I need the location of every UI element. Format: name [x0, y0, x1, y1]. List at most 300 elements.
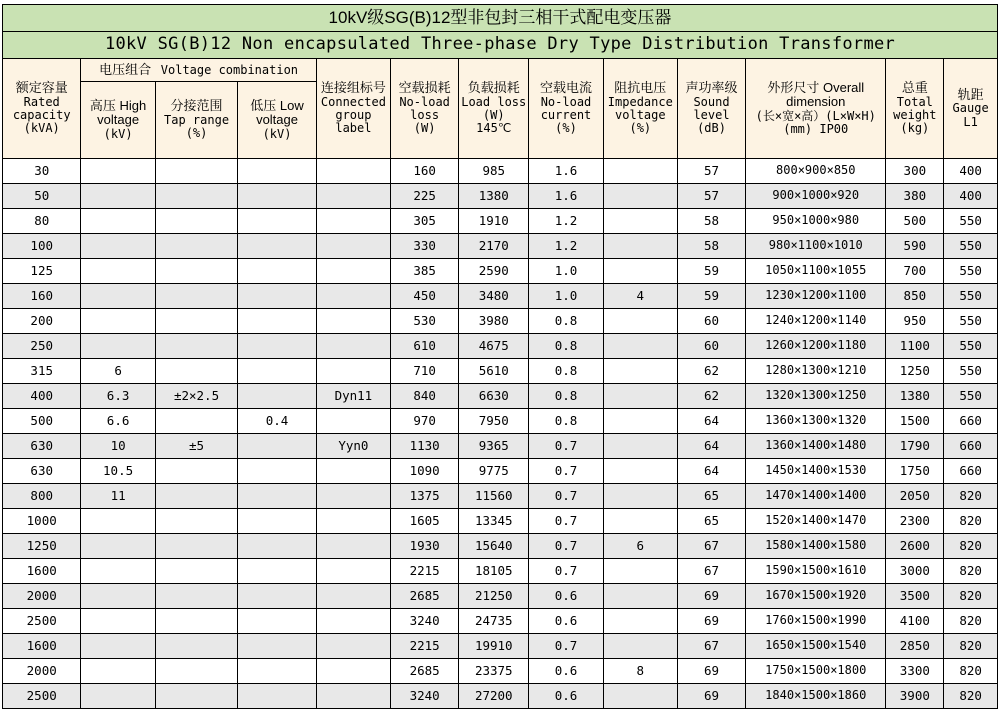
cell-sound-level: 62 — [677, 359, 745, 384]
cell-gauge: 550 — [944, 259, 998, 284]
cell-impedance-voltage — [603, 209, 677, 234]
cell-overall-dimension: 1360×1400×1480 — [746, 434, 886, 459]
cell-high-voltage — [81, 634, 155, 659]
header-tap-range-en: Tap range — [164, 112, 230, 127]
cell-group-label — [316, 634, 390, 659]
cell-rated-capacity: 630 — [3, 434, 81, 459]
cell-low-voltage — [238, 659, 316, 684]
header-no-load-loss-en: No-load loss — [399, 94, 450, 123]
cell-low-voltage — [238, 284, 316, 309]
cell-no-load-loss: 2685 — [391, 659, 459, 684]
table-row — [3, 209, 998, 234]
cell-gauge: 550 — [944, 284, 998, 309]
cell-high-voltage — [81, 209, 155, 234]
cell-impedance-voltage — [603, 309, 677, 334]
cell-sound-level: 67 — [677, 534, 745, 559]
cell-sound-level: 65 — [677, 509, 745, 534]
cell-sound-level: 64 — [677, 459, 745, 484]
header-load-loss-cn: 负载损耗 — [467, 80, 520, 96]
header-load-loss-unit: 145℃ — [476, 121, 512, 136]
cell-low-voltage — [238, 509, 316, 534]
table-row — [3, 484, 998, 509]
header-voltage-combination-cn: 电压组合 — [99, 61, 152, 77]
cell-no-load-current: 0.8 — [529, 359, 603, 384]
cell-overall-dimension: 1650×1500×1540 — [746, 634, 886, 659]
cell-overall-dimension: 1320×1300×1250 — [746, 384, 886, 409]
cell-group-label — [316, 459, 390, 484]
cell-no-load-current: 0.7 — [529, 634, 603, 659]
cell-gauge: 550 — [944, 384, 998, 409]
cell-high-voltage — [81, 684, 155, 709]
cell-no-load-loss: 225 — [391, 184, 459, 209]
cell-group-label — [316, 234, 390, 259]
header-group-label-cn: 连接组标号 — [320, 80, 386, 96]
table-row — [3, 184, 998, 209]
cell-no-load-current: 0.7 — [529, 434, 603, 459]
header-tap-range-cn: 分接范围 — [170, 98, 223, 114]
cell-no-load-current: 0.8 — [529, 384, 603, 409]
cell-rated-capacity: 125 — [3, 259, 81, 284]
header-overall-dimension — [746, 59, 886, 159]
cell-impedance-voltage — [603, 509, 677, 534]
cell-low-voltage — [238, 584, 316, 609]
cell-impedance-voltage — [603, 409, 677, 434]
cell-overall-dimension: 980×1100×1010 — [746, 234, 886, 259]
cell-total-weight: 4100 — [886, 609, 944, 634]
cell-load-loss: 21250 — [459, 584, 529, 609]
cell-rated-capacity: 1250 — [3, 534, 81, 559]
cell-no-load-current: 0.8 — [529, 309, 603, 334]
cell-low-voltage — [238, 184, 316, 209]
header-no-load-current — [529, 59, 603, 159]
cell-total-weight: 2600 — [886, 534, 944, 559]
header-high-voltage-cn: 高压 High voltage — [89, 97, 147, 128]
transformer-spec-table — [2, 4, 998, 709]
cell-load-loss: 23375 — [459, 659, 529, 684]
cell-tap-range — [155, 334, 238, 359]
header-group-label-en: Connected group label — [320, 94, 386, 136]
cell-high-voltage — [81, 659, 155, 684]
cell-tap-range — [155, 509, 238, 534]
cell-no-load-loss: 1130 — [391, 434, 459, 459]
cell-impedance-voltage — [603, 359, 677, 384]
cell-total-weight: 1500 — [886, 409, 944, 434]
cell-gauge: 820 — [944, 559, 998, 584]
cell-no-load-loss: 970 — [391, 409, 459, 434]
cell-high-voltage: 11 — [81, 484, 155, 509]
table-row — [3, 309, 998, 334]
header-gauge-cn: 轨距 — [957, 86, 984, 102]
cell-overall-dimension: 1450×1400×1530 — [746, 459, 886, 484]
cell-sound-level: 65 — [677, 484, 745, 509]
cell-no-load-current: 0.7 — [529, 559, 603, 584]
cell-gauge: 660 — [944, 409, 998, 434]
cell-no-load-loss: 1930 — [391, 534, 459, 559]
cell-overall-dimension: 1050×1100×1055 — [746, 259, 886, 284]
cell-low-voltage: 0.4 — [238, 409, 316, 434]
cell-rated-capacity: 250 — [3, 334, 81, 359]
cell-sound-level: 64 — [677, 434, 745, 459]
table-row — [3, 584, 998, 609]
cell-rated-capacity: 500 — [3, 409, 81, 434]
cell-no-load-current: 0.7 — [529, 459, 603, 484]
cell-no-load-loss: 1375 — [391, 484, 459, 509]
cell-gauge: 660 — [944, 434, 998, 459]
table-row — [3, 559, 998, 584]
cell-tap-range — [155, 609, 238, 634]
cell-total-weight: 1750 — [886, 459, 944, 484]
cell-high-voltage: 6.6 — [81, 409, 155, 434]
cell-impedance-voltage — [603, 259, 677, 284]
cell-total-weight: 500 — [886, 209, 944, 234]
cell-impedance-voltage — [603, 459, 677, 484]
cell-no-load-current: 0.7 — [529, 509, 603, 534]
cell-low-voltage — [238, 559, 316, 584]
cell-tap-range — [155, 359, 238, 384]
cell-no-load-loss: 1605 — [391, 509, 459, 534]
table-row — [3, 509, 998, 534]
cell-low-voltage — [238, 384, 316, 409]
cell-impedance-voltage — [603, 584, 677, 609]
cell-load-loss: 15640 — [459, 534, 529, 559]
cell-overall-dimension: 1280×1300×1210 — [746, 359, 886, 384]
cell-high-voltage — [81, 559, 155, 584]
cell-no-load-current: 0.8 — [529, 334, 603, 359]
cell-gauge: 820 — [944, 684, 998, 709]
cell-no-load-current: 0.7 — [529, 534, 603, 559]
cell-gauge: 550 — [944, 234, 998, 259]
header-sound-level-unit: (dB) — [697, 121, 726, 136]
cell-overall-dimension: 1750×1500×1800 — [746, 659, 886, 684]
cell-total-weight: 3000 — [886, 559, 944, 584]
cell-gauge: 820 — [944, 609, 998, 634]
cell-impedance-voltage — [603, 159, 677, 184]
cell-gauge: 660 — [944, 459, 998, 484]
header-no-load-loss-unit: (W) — [413, 121, 436, 136]
header-no-load-current-en: No-load current — [540, 94, 592, 123]
cell-group-label — [316, 159, 390, 184]
table-row — [3, 684, 998, 709]
table-body — [3, 159, 998, 709]
header-tap-range — [155, 82, 238, 159]
cell-no-load-current: 1.2 — [529, 234, 603, 259]
cell-group-label — [316, 584, 390, 609]
cell-tap-range: ±2×2.5 — [155, 384, 238, 409]
cell-impedance-voltage — [603, 684, 677, 709]
header-sound-level-en: Sound level — [693, 94, 730, 123]
cell-rated-capacity: 630 — [3, 459, 81, 484]
header-high-voltage-unit: (kV) — [103, 126, 133, 141]
cell-no-load-loss: 3240 — [391, 684, 459, 709]
cell-high-voltage — [81, 534, 155, 559]
cell-load-loss: 27200 — [459, 684, 529, 709]
cell-impedance-voltage — [603, 384, 677, 409]
header-impedance-voltage — [603, 59, 677, 159]
cell-low-voltage — [238, 334, 316, 359]
cell-total-weight: 850 — [886, 284, 944, 309]
cell-rated-capacity: 1600 — [3, 559, 81, 584]
cell-no-load-loss: 710 — [391, 359, 459, 384]
cell-load-loss: 6630 — [459, 384, 529, 409]
table-row — [3, 284, 998, 309]
cell-gauge: 400 — [944, 159, 998, 184]
title-cn: 10kV级SG(B)12型非包封三相干式配电变压器 — [3, 5, 998, 32]
header-gauge — [944, 59, 998, 159]
header-gauge-en: Gauge — [952, 101, 989, 116]
header-low-voltage-cn: 低压 Low voltage — [250, 97, 304, 128]
header-no-load-current-cn: 空载电流 — [539, 80, 592, 96]
cell-no-load-current: 1.6 — [529, 184, 603, 209]
cell-load-loss: 3480 — [459, 284, 529, 309]
cell-sound-level: 69 — [677, 684, 745, 709]
cell-gauge: 550 — [944, 359, 998, 384]
cell-rated-capacity: 315 — [3, 359, 81, 384]
cell-rated-capacity: 2500 — [3, 684, 81, 709]
cell-group-label — [316, 659, 390, 684]
header-impedance-voltage-en: Impedance voltage — [607, 94, 673, 123]
header-gauge-unit: L1 — [963, 114, 978, 129]
cell-group-label: Yyn0 — [316, 434, 390, 459]
header-sound-level-cn: 声功率级 — [685, 80, 738, 96]
cell-high-voltage — [81, 184, 155, 209]
cell-total-weight: 950 — [886, 309, 944, 334]
header-impedance-voltage-cn: 阻抗电压 — [614, 80, 667, 96]
cell-rated-capacity: 2000 — [3, 659, 81, 684]
header-total-weight-cn: 总重 — [901, 80, 928, 96]
cell-group-label — [316, 409, 390, 434]
cell-load-loss: 9775 — [459, 459, 529, 484]
cell-rated-capacity: 200 — [3, 309, 81, 334]
header-low-voltage-unit: (kV) — [262, 126, 292, 141]
cell-no-load-loss: 305 — [391, 209, 459, 234]
cell-impedance-voltage — [603, 334, 677, 359]
header-overall-dimension-cn: 外形尺寸 Overall dimension — [767, 79, 865, 110]
cell-group-label — [316, 359, 390, 384]
table-row — [3, 334, 998, 359]
cell-rated-capacity: 2000 — [3, 584, 81, 609]
header-sound-level — [677, 59, 745, 159]
cell-load-loss: 3980 — [459, 309, 529, 334]
title-en: 10kV SG(B)12 Non encapsulated Three-phase Dry Type Distribution Transformer — [3, 32, 998, 59]
header-overall-dimension-en: (长×宽×高）(L×W×H)(mm) IP00 — [755, 108, 876, 137]
cell-sound-level: 62 — [677, 384, 745, 409]
cell-high-voltage: 10 — [81, 434, 155, 459]
cell-tap-range — [155, 409, 238, 434]
cell-impedance-voltage — [603, 234, 677, 259]
cell-high-voltage — [81, 334, 155, 359]
cell-tap-range — [155, 459, 238, 484]
cell-low-voltage — [238, 309, 316, 334]
cell-group-label — [316, 609, 390, 634]
cell-group-label — [316, 309, 390, 334]
table-row — [3, 359, 998, 384]
cell-total-weight: 380 — [886, 184, 944, 209]
cell-load-loss: 2590 — [459, 259, 529, 284]
cell-no-load-loss: 1090 — [391, 459, 459, 484]
cell-rated-capacity: 100 — [3, 234, 81, 259]
cell-no-load-current: 1.6 — [529, 159, 603, 184]
cell-load-loss: 13345 — [459, 509, 529, 534]
cell-overall-dimension: 1840×1500×1860 — [746, 684, 886, 709]
cell-low-voltage — [238, 634, 316, 659]
header-no-load-loss — [391, 59, 459, 159]
cell-tap-range — [155, 634, 238, 659]
cell-load-loss: 11560 — [459, 484, 529, 509]
cell-total-weight: 3300 — [886, 659, 944, 684]
cell-high-voltage — [81, 509, 155, 534]
header-total-weight — [886, 59, 944, 159]
cell-total-weight: 1250 — [886, 359, 944, 384]
cell-total-weight: 2300 — [886, 509, 944, 534]
cell-total-weight: 2050 — [886, 484, 944, 509]
cell-low-voltage — [238, 359, 316, 384]
cell-sound-level: 69 — [677, 609, 745, 634]
cell-load-loss: 1380 — [459, 184, 529, 209]
cell-impedance-voltage — [603, 609, 677, 634]
cell-impedance-voltage — [603, 559, 677, 584]
cell-group-label: Dyn11 — [316, 384, 390, 409]
cell-rated-capacity: 1600 — [3, 634, 81, 659]
cell-high-voltage: 6.3 — [81, 384, 155, 409]
cell-load-loss: 19910 — [459, 634, 529, 659]
cell-tap-range — [155, 684, 238, 709]
cell-load-loss: 9365 — [459, 434, 529, 459]
cell-rated-capacity: 80 — [3, 209, 81, 234]
cell-group-label — [316, 184, 390, 209]
cell-sound-level: 64 — [677, 409, 745, 434]
cell-rated-capacity: 50 — [3, 184, 81, 209]
header-high-voltage — [81, 82, 155, 159]
cell-high-voltage — [81, 234, 155, 259]
cell-group-label — [316, 284, 390, 309]
cell-rated-capacity: 800 — [3, 484, 81, 509]
cell-rated-capacity: 160 — [3, 284, 81, 309]
cell-total-weight: 1790 — [886, 434, 944, 459]
cell-load-loss: 7950 — [459, 409, 529, 434]
cell-load-loss: 4675 — [459, 334, 529, 359]
cell-tap-range — [155, 309, 238, 334]
cell-group-label — [316, 684, 390, 709]
cell-high-voltage — [81, 609, 155, 634]
cell-tap-range — [155, 184, 238, 209]
cell-no-load-loss: 450 — [391, 284, 459, 309]
cell-total-weight: 1100 — [886, 334, 944, 359]
cell-total-weight: 700 — [886, 259, 944, 284]
cell-tap-range — [155, 284, 238, 309]
header-total-weight-en: Total weight — [893, 94, 937, 123]
cell-group-label — [316, 509, 390, 534]
cell-sound-level: 57 — [677, 184, 745, 209]
cell-rated-capacity: 30 — [3, 159, 81, 184]
cell-gauge: 820 — [944, 534, 998, 559]
cell-load-loss: 985 — [459, 159, 529, 184]
cell-overall-dimension: 1470×1400×1400 — [746, 484, 886, 509]
header-tap-range-unit: (%) — [185, 126, 208, 141]
cell-rated-capacity: 2500 — [3, 609, 81, 634]
table-row — [3, 534, 998, 559]
cell-load-loss: 2170 — [459, 234, 529, 259]
cell-low-voltage — [238, 434, 316, 459]
cell-load-loss: 18105 — [459, 559, 529, 584]
cell-low-voltage — [238, 484, 316, 509]
cell-gauge: 820 — [944, 659, 998, 684]
cell-sound-level: 58 — [677, 209, 745, 234]
cell-no-load-loss: 610 — [391, 334, 459, 359]
cell-overall-dimension: 1360×1300×1320 — [746, 409, 886, 434]
cell-sound-level: 67 — [677, 559, 745, 584]
cell-gauge: 550 — [944, 209, 998, 234]
cell-group-label — [316, 259, 390, 284]
cell-gauge: 550 — [944, 309, 998, 334]
cell-overall-dimension: 1240×1200×1140 — [746, 309, 886, 334]
cell-load-loss: 1910 — [459, 209, 529, 234]
cell-sound-level: 59 — [677, 284, 745, 309]
cell-tap-range — [155, 534, 238, 559]
cell-high-voltage — [81, 284, 155, 309]
cell-overall-dimension: 900×1000×920 — [746, 184, 886, 209]
cell-high-voltage: 10.5 — [81, 459, 155, 484]
cell-overall-dimension: 1260×1200×1180 — [746, 334, 886, 359]
cell-load-loss: 5610 — [459, 359, 529, 384]
cell-sound-level: 59 — [677, 259, 745, 284]
cell-low-voltage — [238, 684, 316, 709]
header-rated-capacity-unit: (kVA) — [23, 121, 60, 136]
header-impedance-voltage-unit: (%) — [629, 121, 652, 136]
cell-gauge: 400 — [944, 184, 998, 209]
cell-low-voltage — [238, 234, 316, 259]
cell-overall-dimension: 950×1000×980 — [746, 209, 886, 234]
header-voltage-combination — [81, 59, 316, 82]
header-no-load-loss-cn: 空载损耗 — [398, 80, 451, 96]
cell-group-label — [316, 534, 390, 559]
cell-sound-level: 67 — [677, 634, 745, 659]
cell-total-weight: 590 — [886, 234, 944, 259]
cell-gauge: 820 — [944, 484, 998, 509]
cell-group-label — [316, 484, 390, 509]
cell-no-load-current: 1.0 — [529, 259, 603, 284]
cell-low-voltage — [238, 534, 316, 559]
cell-impedance-voltage: 8 — [603, 659, 677, 684]
cell-no-load-loss: 3240 — [391, 609, 459, 634]
cell-total-weight: 300 — [886, 159, 944, 184]
cell-low-voltage — [238, 459, 316, 484]
cell-overall-dimension: 1760×1500×1990 — [746, 609, 886, 634]
cell-total-weight: 3900 — [886, 684, 944, 709]
table-row — [3, 259, 998, 284]
table-row — [3, 634, 998, 659]
cell-overall-dimension: 1580×1400×1580 — [746, 534, 886, 559]
cell-high-voltage: 6 — [81, 359, 155, 384]
cell-rated-capacity: 400 — [3, 384, 81, 409]
cell-impedance-voltage — [603, 184, 677, 209]
table-row — [3, 459, 998, 484]
header-load-loss — [459, 59, 529, 159]
cell-gauge: 820 — [944, 584, 998, 609]
cell-overall-dimension: 1520×1400×1470 — [746, 509, 886, 534]
cell-overall-dimension: 800×900×850 — [746, 159, 886, 184]
cell-tap-range — [155, 234, 238, 259]
cell-impedance-voltage — [603, 634, 677, 659]
table-row — [3, 384, 998, 409]
header-total-weight-unit: (kg) — [900, 121, 930, 136]
cell-group-label — [316, 559, 390, 584]
cell-group-label — [316, 334, 390, 359]
cell-no-load-current: 0.6 — [529, 659, 603, 684]
cell-rated-capacity: 1000 — [3, 509, 81, 534]
cell-no-load-current: 1.2 — [529, 209, 603, 234]
cell-no-load-current: 0.6 — [529, 684, 603, 709]
cell-overall-dimension: 1230×1200×1100 — [746, 284, 886, 309]
